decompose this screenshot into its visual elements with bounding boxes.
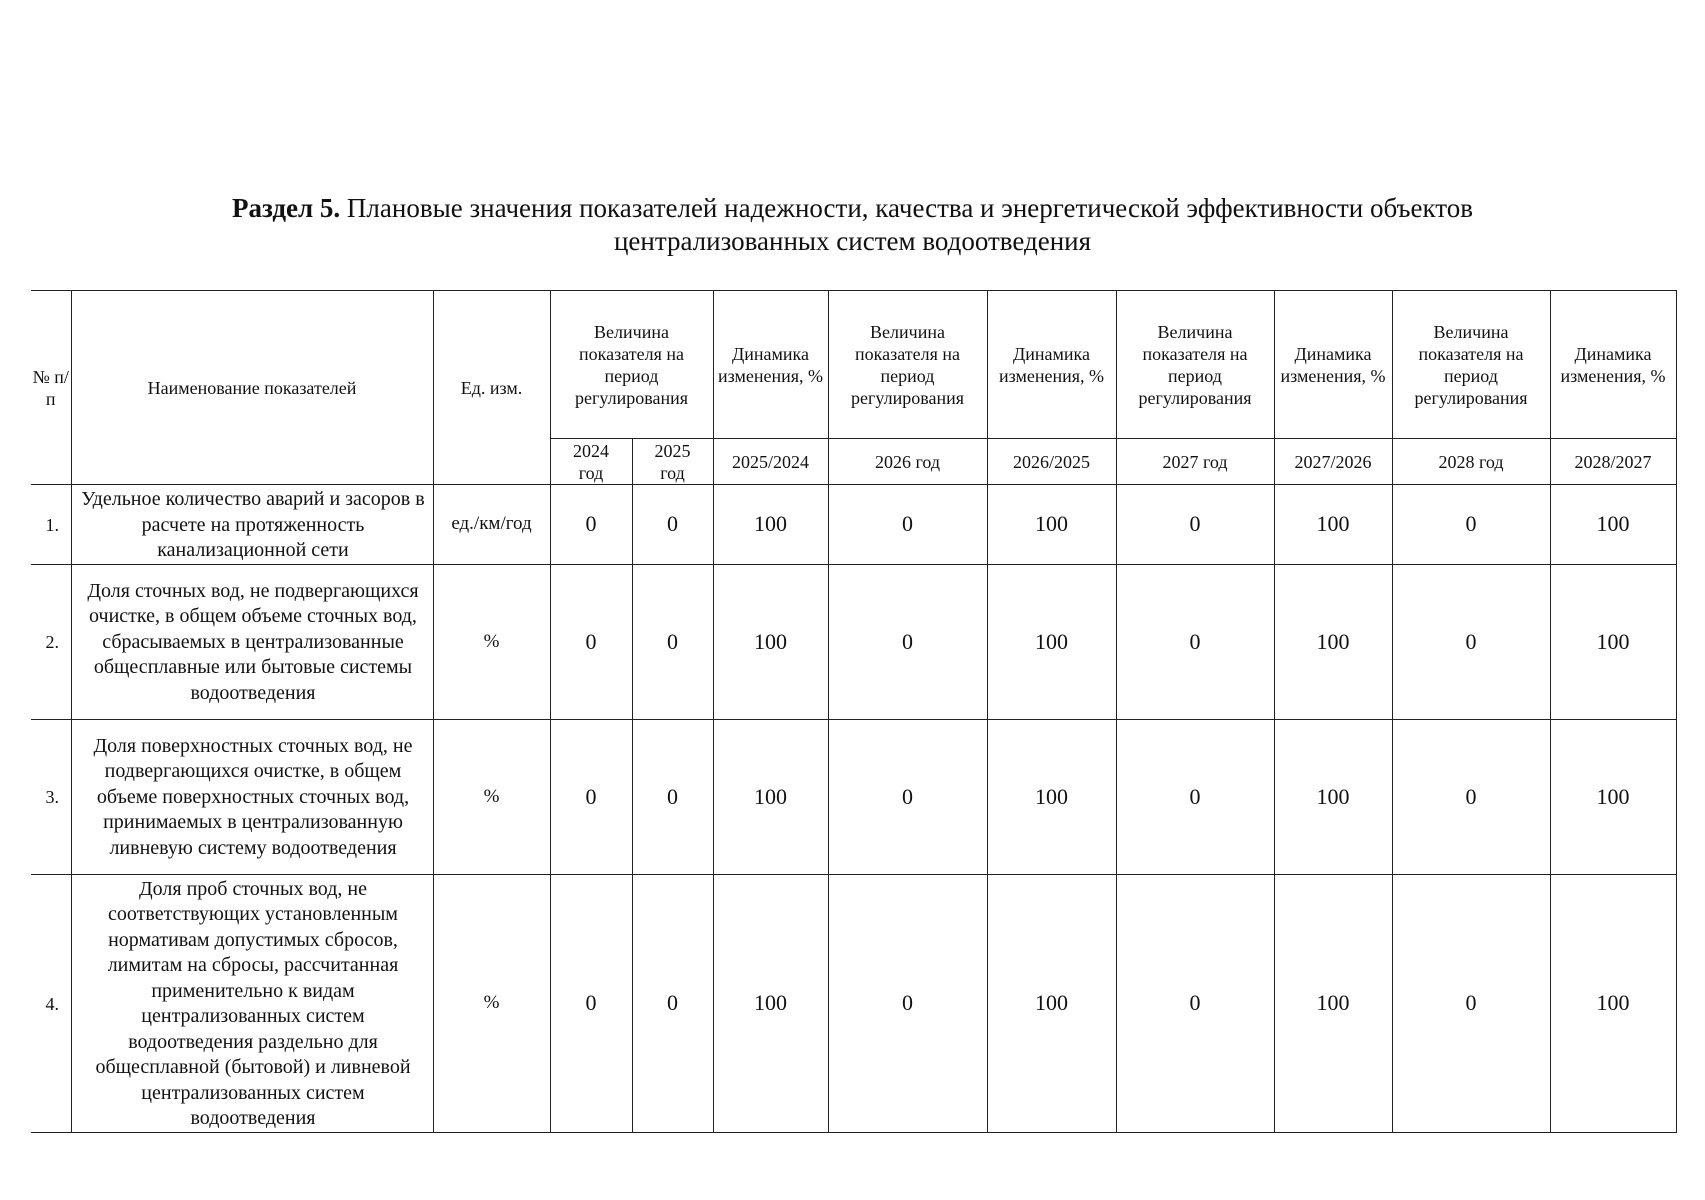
row-number: 1. <box>31 485 71 565</box>
subheader-2027-2026: 2027/2026 <box>1274 439 1392 485</box>
row-number: 4. <box>31 874 71 1132</box>
unit-cell: ед./км/год <box>433 485 550 565</box>
value-cell: 0 <box>828 564 987 719</box>
value-cell: 100 <box>987 874 1116 1132</box>
value-cell: 100 <box>987 719 1116 874</box>
subheader-2025: 2025 год <box>632 439 713 485</box>
value-cell: 100 <box>713 485 828 565</box>
section-label: Раздел 5. <box>232 193 341 223</box>
header-value-period-2027: Величина показателя на период регулирования <box>1116 291 1274 439</box>
header-row <box>31 291 1676 439</box>
header-value-period-2028: Величина показателя на период регулирования <box>1392 291 1550 439</box>
value-cell: 0 <box>828 485 987 565</box>
title-line-2: централизованных систем водоотведения <box>613 226 1092 256</box>
value-cell: 100 <box>1550 485 1676 565</box>
row-number: 3. <box>31 719 71 874</box>
value-cell: 100 <box>1550 564 1676 719</box>
value-cell: 100 <box>1274 719 1392 874</box>
value-cell: 0 <box>828 874 987 1132</box>
value-cell: 0 <box>550 485 632 565</box>
value-cell: 0 <box>1392 874 1550 1132</box>
value-cell: 100 <box>713 564 828 719</box>
subheader-2024: 2024 год <box>550 439 632 485</box>
subheader-2028: 2028 год <box>1392 439 1550 485</box>
subheader-2026: 2026 год <box>828 439 987 485</box>
value-cell: 0 <box>1116 485 1274 565</box>
unit-cell: % <box>433 874 550 1132</box>
table-row <box>31 564 1676 719</box>
header-num: № п/п <box>31 291 71 485</box>
value-cell: 0 <box>1116 564 1274 719</box>
subheader-2028-2027: 2028/2027 <box>1550 439 1676 485</box>
value-cell: 0 <box>550 874 632 1132</box>
subheader-2025-2024: 2025/2024 <box>713 439 828 485</box>
value-cell: 0 <box>1116 874 1274 1132</box>
title-text: Плановые значения показателей надежности, качества и энергетической эффективности объектов <box>346 193 1473 223</box>
subheader-2027: 2027 год <box>1116 439 1274 485</box>
value-cell: 0 <box>828 719 987 874</box>
value-cell: 100 <box>1274 485 1392 565</box>
value-cell: 100 <box>1274 564 1392 719</box>
header-dynamics-2028: Динамика изменения, % <box>1550 291 1676 439</box>
table-row <box>31 485 1676 565</box>
value-cell: 0 <box>1392 719 1550 874</box>
header-value-period-2024-2025: Величина показателя на период регулирования <box>550 291 713 439</box>
value-cell: 100 <box>987 485 1116 565</box>
page-title <box>0 192 1705 258</box>
indicator-name: Доля сточных вод, не подвергающихся очистке, в общем объеме сточных вод, сбрасываемых в централизованные общесплавные или бытовые системы водоотведения <box>71 564 433 719</box>
header-dynamics-2026: Динамика изменения, % <box>987 291 1116 439</box>
header-dynamics-2027: Динамика изменения, % <box>1274 291 1392 439</box>
indicator-name: Доля поверхностных сточных вод, не подвергающихся очистке, в общем объеме поверхностных сточных вод, принимаемых в централизованную ливневую систему водоотведения <box>71 719 433 874</box>
table-row <box>31 719 1676 874</box>
row-number: 2. <box>31 564 71 719</box>
header-unit: Ед. изм. <box>433 291 550 485</box>
value-cell: 0 <box>632 874 713 1132</box>
value-cell: 0 <box>632 719 713 874</box>
table-row <box>31 874 1676 1132</box>
header-value-period-2026: Величина показателя на период регулирования <box>828 291 987 439</box>
subheader-2026-2025: 2026/2025 <box>987 439 1116 485</box>
unit-cell: % <box>433 719 550 874</box>
title-line-1 <box>0 192 1705 225</box>
value-cell: 0 <box>1116 719 1274 874</box>
value-cell: 0 <box>550 564 632 719</box>
value-cell: 0 <box>1392 564 1550 719</box>
value-cell: 100 <box>1274 874 1392 1132</box>
unit-cell: % <box>433 564 550 719</box>
value-cell: 0 <box>632 564 713 719</box>
value-cell: 100 <box>1550 874 1676 1132</box>
header-name: Наименование показателей <box>71 291 433 485</box>
indicators-table <box>31 290 1677 1133</box>
value-cell: 100 <box>713 874 828 1132</box>
value-cell: 0 <box>1392 485 1550 565</box>
value-cell: 100 <box>987 564 1116 719</box>
value-cell: 100 <box>1550 719 1676 874</box>
indicator-name: Удельное количество аварий и засоров в расчете на протяженность канализационной сети <box>71 485 433 565</box>
value-cell: 100 <box>713 719 828 874</box>
value-cell: 0 <box>550 719 632 874</box>
header-dynamics-2025: Динамика изменения, % <box>713 291 828 439</box>
value-cell: 0 <box>632 485 713 565</box>
indicator-name: Доля проб сточных вод, не соответствующих установленным нормативам допустимых сбросов, лимитам на сбросы, рассчитанная применительно к видам централизованных систем водоотведения раздельно для общесплавной (бытовой) и ливневой централизованных систем водоотведения <box>71 874 433 1132</box>
